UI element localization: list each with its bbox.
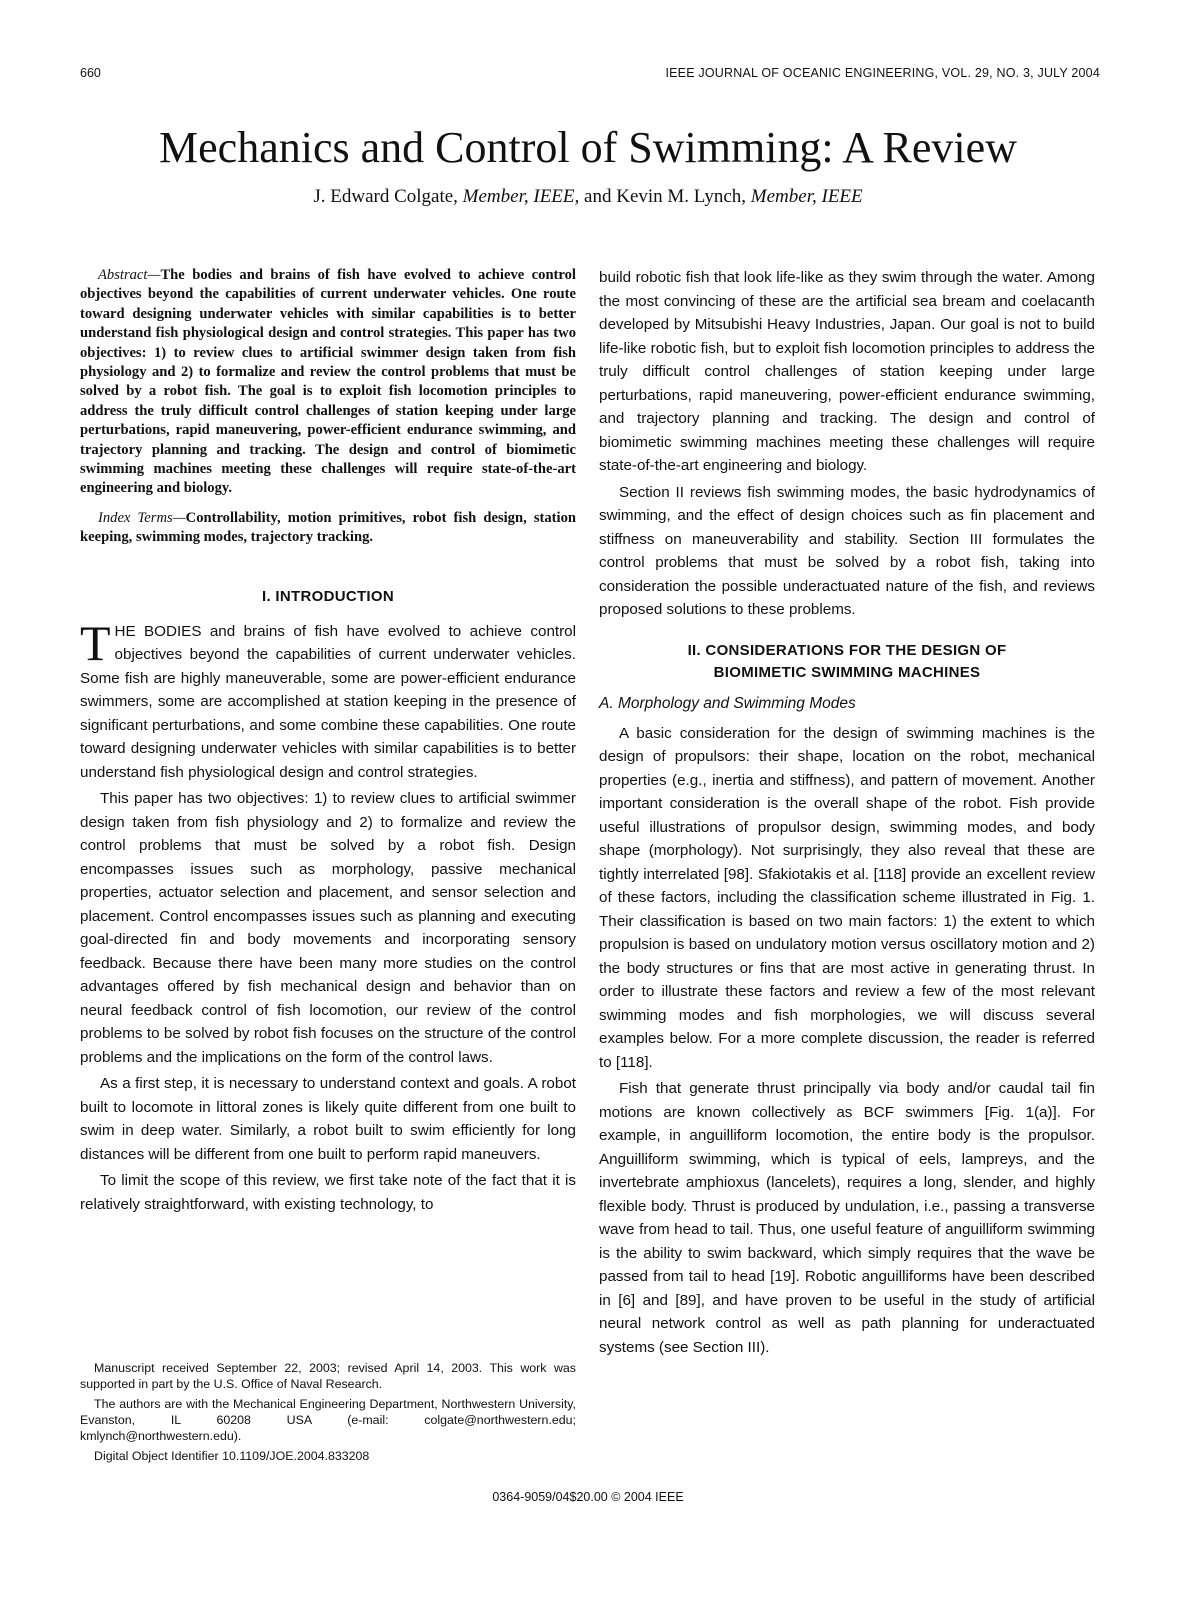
right-column	[599, 266, 1095, 1362]
intro-paragraph-5: build robotic fish that look life-like as they swim through the water. Among the most convincing of these are the artificial sea bream and coelacanth developed by Mitsubishi Heavy Industries, Japan. Our goal is not to build life-like robotic fish, but to exploit fish locomotion principles to address the truly difficult control challenges of station keeping under large perturbations, rapid maneuvering, power-efficient endurance swimming, and trajectory planning and tracking. The design and control of biomimetic swimming machines meeting these challenges will require state-of-the-art engineering and biology.	[599, 269, 1095, 474]
abstract-text: The bodies and brains of fish have evolved to achieve control objectives beyond the capabilities of current underwater vehicles. One route toward designing underwater vehicles with similar capabilities is to better understand fish physiological design and control strategies. This paper has two objectives: 1) to review clues to artificial swimmer design taken from fish physiology and 2) to formalize and review the control problems that must be solved by a robot fish. The goal is to exploit fish locomotion principles to address the truly difficult control challenges of station keeping under large perturbations, rapid maneuvering, power-efficient endurance swimming, and trajectory planning and tracking. The design and control of biomimetic swimming machines meeting these challenges will require state-of-the-art engineering and biology.	[80, 267, 576, 497]
section-2-heading-line-2: BIOMIMETIC SWIMMING MACHINES	[713, 663, 981, 681]
journal-header: IEEE JOURNAL OF OCEANIC ENGINEERING, VOL. 29, NO. 3, JULY 2004	[665, 66, 1100, 80]
author-2-role: Member, IEEE	[750, 186, 863, 207]
abstract	[80, 266, 576, 499]
dropcap: T	[80, 614, 111, 671]
footnote-doi: Digital Object Identifier 10.1109/JOE.2004.833208	[94, 1449, 370, 1463]
section-1-heading: I. INTRODUCTION	[262, 587, 394, 605]
author-2-name: Kevin M. Lynch,	[616, 186, 747, 207]
intro-paragraph-3: As a first step, it is necessary to understand context and goals. A robot built to locomote in littoral zones is likely quite different from one built to swim in deep water. Similarly, a robot built to swim efficiently for long distances will be different from one built to perform rapid maneuvers.	[80, 1075, 576, 1163]
subsection-a-heading: A. Morphology and Swimming Modes	[599, 694, 856, 712]
section-2-paragraph-2: Fish that generate thrust principally via body and/or caudal tail fin motions are known collectively as BCF swimmers [Fig. 1(a)]. For example, in anguilliform locomotion, the entire body is the propulsor. Anguilliform swimming, which is typical of eels, lampreys, and the invertebrate amphioxus (lancelets), requires a long, slender, and highly flexible body. Thrust is produced by undulation, i.e., passing a transverse wave from head to tail. Thus, one useful feature of anguilliform swimming is the ability to swim backward, which simply requires that the wave be passed from tail to head [19]. Robotic anguilliforms have been described in [6] and [89], and have proven to be useful in the study of artificial neural network control as well as path planning for underactuated systems (see Section III).	[599, 1080, 1095, 1356]
copyright-line: 0364-9059/04$20.00 © 2004 IEEE	[492, 1490, 684, 1504]
intro-paragraph-1	[80, 614, 576, 785]
section-2-heading-line-1: II. CONSIDERATIONS FOR THE DESIGN OF	[687, 641, 1007, 659]
intro-paragraph-1-text: HE BODIES and brains of fish have evolved to achieve control objectives beyond the capabilities of current underwater vehicles. Some fish are highly maneuverable, some are power-efficient endurance swimmers, some are accomplished at station keeping in the presence of significant perturbations, and some combine these capabilities. One route toward designing underwater vehicles with similar capabilities is to better understand fish physiological design and control strategies.	[80, 622, 576, 781]
footnotes	[80, 1360, 576, 1468]
page-number: 660	[80, 66, 101, 80]
abstract-lead: Abstract—	[98, 267, 161, 283]
intro-paragraph-2: This paper has two objectives: 1) to review clues to artificial swimmer design taken from fish physiology and 2) to formalize and review the control problems that must be solved by a robot fish. Design encompasses issues such as morphology, passive mechanical properties, actuator selection and placement, and sensor selection and placement. Control encompasses issues such as planning and executing goal-directed fin and body movements and incorporating sensory feedback. Because there have been many more studies on the control advantages offered by fish mechanical design and behavior than on neural feedback control of fish locomotion, our review of the control problems to be solved by robot fish focuses on the structure of the control problems and the implications on the form of the control laws.	[80, 790, 576, 1066]
index-terms-lead: Index Terms—	[98, 509, 186, 526]
author-1-name: J. Edward Colgate,	[313, 186, 458, 207]
left-column	[80, 266, 576, 1219]
author-1-role: Member, IEEE,	[462, 186, 580, 207]
author-connector: and	[584, 186, 612, 207]
paper-title: Mechanics and Control of Swimming: A Review	[159, 123, 1017, 172]
author-line	[0, 186, 1176, 208]
index-terms	[80, 509, 576, 548]
footnote-affiliation: The authors are with the Mechanical Engineering Department, Northwestern University, Evanston, IL 60208 USA (e-mail: colgate@northwestern.edu; kmlynch@northwestern.edu).	[80, 1397, 576, 1443]
index-terms-text: Controllability, motion primitives, robot fish design, station keeping, swimming modes, trajectory tracking.	[80, 509, 577, 546]
intro-paragraph-6: Section II reviews fish swimming modes, the basic hydrodynamics of swimming, and the effect of design choices such as fin placement and stiffness on maneuverability and stability. Section III formulates the control problems that must be solved by a robot fish, taking into consideration the possible underactuated nature of the fish, and reviews proposed solutions to these problems.	[599, 483, 1095, 618]
intro-paragraph-4: To limit the scope of this review, we first take note of the fact that it is relatively straightforward, with existing technology, to	[80, 1172, 576, 1213]
section-2-paragraph-1: A basic consideration for the design of swimming machines is the design of propulsors: their shape, location on the robot, mechanical properties (e.g., inertia and stiffness), and pattern of movement. Another important consideration is the overall shape of the robot. Fish provide useful illustrations of propulsor design, swimming modes, and body shape (morphology). Not surprisingly, they also reveal that these are tightly interrelated [98]. Sfakiotakis et al. [118] provide an excellent review of these factors, including the classification scheme illustrated in Fig. 1. Their classification is based on two main factors: 1) the extent to which propulsion is based on undulatory motion versus oscillatory motion and 2) the body structures or fins that are most active in generating thrust. In order to illustrate these factors and review a few of the most relevant swimming modes and fish morphologies, we will discuss several examples below. For a more complete discussion, the reader is referred to [118].	[599, 724, 1095, 1071]
footnote-manuscript: Manuscript received September 22, 2003; revised April 14, 2003. This work was supported in part by the U.S. Office of Naval Research.	[80, 1361, 576, 1391]
